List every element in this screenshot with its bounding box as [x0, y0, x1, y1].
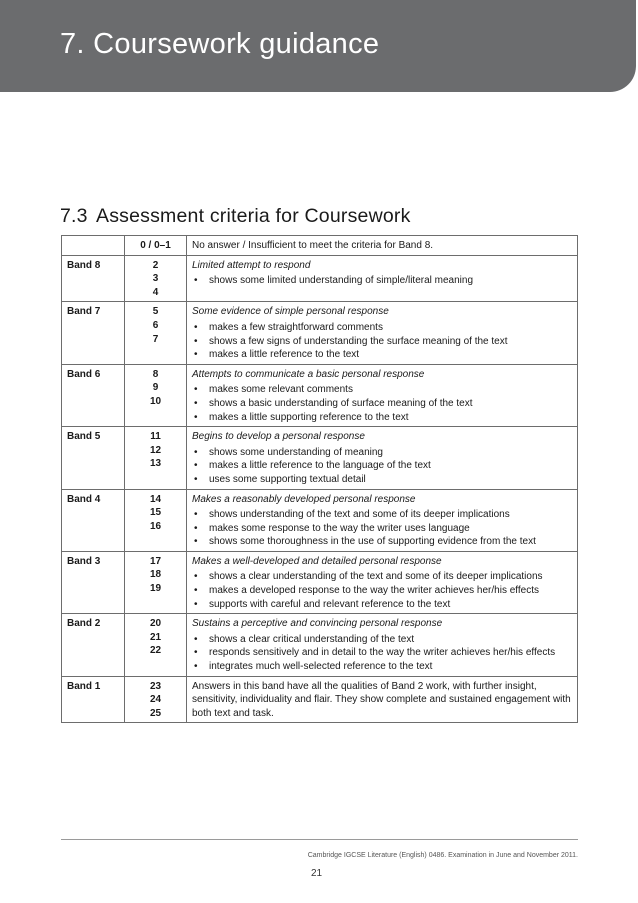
section-number: 7.3 — [60, 205, 88, 227]
band-descriptor: Begins to develop a personal response — [192, 431, 365, 443]
criteria-cell — [187, 676, 578, 723]
criteria-point: • shows some thoroughness in the use of supporting evidence from the text — [192, 535, 572, 549]
criteria-points-list — [192, 274, 572, 288]
table-row — [62, 489, 578, 551]
marks-cell — [125, 614, 187, 676]
criteria-points-list — [192, 633, 572, 674]
mark-value: 9 — [152, 382, 159, 394]
mark-value: 5 — [152, 306, 159, 318]
table-row — [62, 302, 578, 364]
criteria-table-body — [62, 236, 578, 723]
mark-value: 17 — [149, 555, 162, 567]
band-cell: Band 7 — [62, 302, 125, 364]
criteria-point: • supports with careful and relevant reference to the text — [192, 598, 572, 612]
mark-value: 25 — [149, 707, 162, 719]
criteria-point: • makes a few straightforward comments — [192, 321, 572, 335]
mark-value: 21 — [149, 631, 162, 643]
criteria-point: • shows some understanding of meaning — [192, 446, 572, 460]
mark-value: 24 — [149, 694, 162, 706]
criteria-cell — [187, 489, 578, 551]
criteria-points-list — [192, 446, 572, 487]
section-title: Assessment criteria for Coursework — [96, 205, 411, 227]
table-row — [62, 427, 578, 489]
mark-value: 2 — [152, 259, 159, 271]
band-cell: Band 8 — [62, 255, 125, 302]
mark-value: 12 — [149, 444, 162, 456]
criteria-cell — [187, 255, 578, 302]
mark-value: 10 — [149, 395, 162, 407]
band-cell: Band 2 — [62, 614, 125, 676]
mark-value: 13 — [149, 458, 162, 470]
table-row — [62, 551, 578, 613]
chapter-title: 7. Coursework guidance — [60, 28, 380, 60]
marks-cell — [125, 427, 187, 489]
criteria-point: • integrates much well-selected reference to the text — [192, 660, 572, 674]
marks-cell — [125, 255, 187, 302]
criteria-points-list — [192, 508, 572, 549]
marks-cell: 0 / 0–1 — [125, 236, 187, 256]
footer-rule — [61, 839, 578, 840]
band-cell: Band 4 — [62, 489, 125, 551]
criteria-cell — [187, 614, 578, 676]
criteria-points-list — [192, 383, 572, 424]
criteria-points-list — [192, 321, 572, 362]
criteria-point: • makes a little reference to the text — [192, 348, 572, 362]
band-descriptor: Makes a well-developed and detailed personal response — [192, 555, 442, 567]
mark-value: 23 — [149, 680, 162, 692]
band-cell — [62, 236, 125, 256]
criteria-cell — [187, 302, 578, 364]
criteria-cell — [187, 364, 578, 426]
mark-value: 19 — [149, 583, 162, 595]
mark-value: 8 — [152, 368, 159, 380]
band-summary-text: Answers in this band have all the qualities of Band 2 work, with further insight, sensitivity, individuality and flair. They show complete and sustained engagement with both text and task. — [192, 680, 571, 719]
mark-value: 18 — [149, 569, 162, 581]
band-descriptor: Attempts to communicate a basic personal response — [192, 368, 425, 380]
table-row — [62, 614, 578, 676]
marks-cell — [125, 364, 187, 426]
criteria-point: • shows understanding of the text and some of its deeper implications — [192, 508, 572, 522]
marks-cell — [125, 676, 187, 723]
criteria-point: • shows a clear understanding of the text and some of its deeper implications — [192, 570, 572, 584]
criteria-point: • shows a basic understanding of surface meaning of the text — [192, 397, 572, 411]
mark-value: 20 — [149, 618, 162, 630]
mark-value: 22 — [149, 645, 162, 657]
mark-value: 6 — [152, 319, 159, 331]
criteria-point: • responds sensitively and in detail to the way the writer achieves her/his effects — [192, 646, 572, 660]
criteria-point: • makes some relevant comments — [192, 383, 572, 397]
mark-value: 3 — [152, 273, 159, 285]
mark-value: 15 — [149, 507, 162, 519]
criteria-points-list — [192, 570, 572, 611]
table-row — [62, 676, 578, 723]
marks-cell — [125, 551, 187, 613]
table-row — [62, 364, 578, 426]
criteria-point: • shows a few signs of understanding the surface meaning of the text — [192, 335, 572, 349]
marks-cell — [125, 489, 187, 551]
band-descriptor: Makes a reasonably developed personal response — [192, 493, 416, 505]
criteria-point: • makes some response to the way the writer uses language — [192, 522, 572, 536]
band-cell: Band 1 — [62, 676, 125, 723]
criteria-cell — [187, 551, 578, 613]
table-row-no-answer — [62, 236, 578, 256]
band-cell: Band 6 — [62, 364, 125, 426]
criteria-cell — [187, 427, 578, 489]
criteria-text: No answer / Insufficient to meet the criteria for Band 8. — [187, 236, 578, 256]
section-heading — [60, 205, 411, 228]
band-descriptor: Sustains a perceptive and convincing personal response — [192, 618, 443, 630]
criteria-point: • makes a developed response to the way the writer achieves her/his effects — [192, 584, 572, 598]
band-cell: Band 5 — [62, 427, 125, 489]
criteria-point: • shows a clear critical understanding of the text — [192, 633, 572, 647]
chapter-header-band — [0, 0, 636, 92]
mark-value: 7 — [152, 333, 159, 345]
band-cell: Band 3 — [62, 551, 125, 613]
criteria-point: • makes a little supporting reference to the text — [192, 411, 572, 425]
criteria-point: • shows some limited understanding of simple/literal meaning — [192, 274, 572, 288]
band-descriptor: Limited attempt to respond — [192, 259, 311, 271]
table-row — [62, 255, 578, 302]
page-number: 21 — [311, 868, 323, 879]
band-descriptor: Some evidence of simple personal response — [192, 306, 389, 318]
assessment-criteria-table — [61, 235, 578, 723]
mark-value: 14 — [149, 493, 162, 505]
marks-cell — [125, 302, 187, 364]
criteria-point: • makes a little reference to the language of the text — [192, 459, 572, 473]
mark-value: 16 — [149, 520, 162, 532]
mark-value: 11 — [150, 431, 161, 443]
criteria-point: • uses some supporting textual detail — [192, 473, 572, 487]
footer-text: Cambridge IGCSE Literature (English) 0486. Examination in June and November 2011. — [307, 852, 578, 859]
mark-value: 4 — [152, 286, 159, 298]
